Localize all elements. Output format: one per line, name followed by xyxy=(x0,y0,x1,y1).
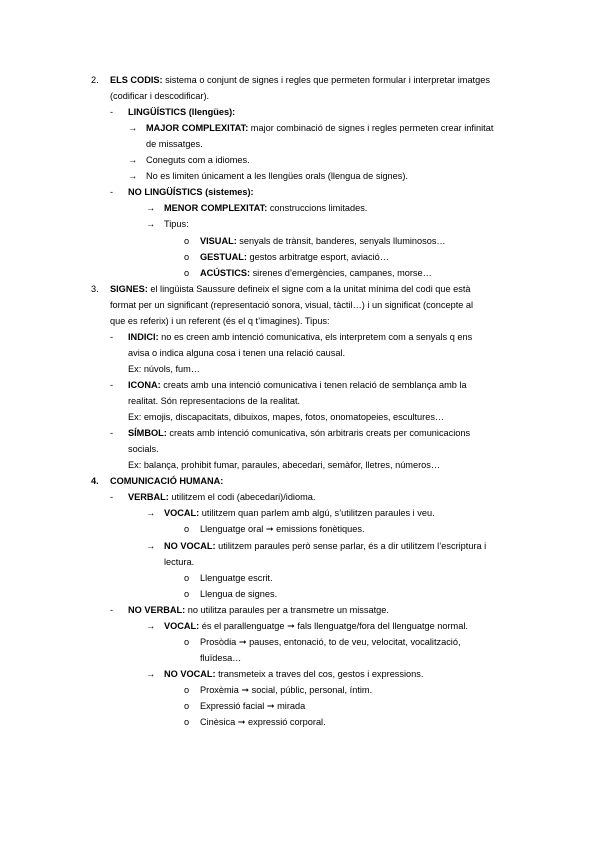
list-item-continuation: de missatges. xyxy=(146,139,203,149)
list-item-continuation: lectura. xyxy=(164,557,195,567)
circle-bullet: o xyxy=(184,236,190,246)
list-number: 3. xyxy=(91,284,99,294)
dash-bullet: - xyxy=(110,332,114,342)
arrow-bullet: → xyxy=(146,541,156,551)
list-item: VOCAL: és el parallenguatge ➞ fals llenguatge/fora del llenguatge normal. xyxy=(164,621,468,631)
circle-bullet: o xyxy=(184,701,190,711)
subsection-title: LINGÜÍSTICS (llengües): xyxy=(128,107,236,117)
dash-bullet: - xyxy=(110,380,114,390)
list-item-continuation: socials. xyxy=(128,444,159,454)
list-item: Llengua de signes. xyxy=(200,589,278,599)
arrow-bullet: → xyxy=(128,171,138,181)
list-item-example: Ex: núvols, fum… xyxy=(128,364,200,374)
list-number: 4. xyxy=(91,476,99,486)
list-item: No es limiten únicament a les llengües orals (llengua de signes). xyxy=(146,171,408,181)
list-item: Llenguatge escrit. xyxy=(200,573,273,583)
dash-bullet: - xyxy=(110,605,114,615)
list-item-continuation: avisa o indica alguna cosa i tenen una relació causal. xyxy=(128,348,346,358)
circle-bullet: o xyxy=(184,268,190,278)
list-item-continuation: realitat. Són representacions de la realitat. xyxy=(128,396,301,406)
section-desc: sistema o conjunt de signes i regles que permeten formular i interpretar imatges xyxy=(162,75,490,85)
circle-bullet: o xyxy=(184,637,190,647)
list-item: VERBAL: utilitzem el codi (abecedari)/idioma. xyxy=(128,492,316,502)
list-item: NO VOCAL: transmeteix a traves del cos, gestos i expressions. xyxy=(164,669,424,679)
section-title: COMUNICACIÓ HUMANA: xyxy=(110,476,224,486)
list-item: ACÚSTICS: sirenes d’emergències, campanes, morse… xyxy=(200,268,432,278)
section-signes-line-1: SIGNES: el lingüista Saussure defineix el signe com a la unitat mínima del codi que està xyxy=(110,284,471,294)
list-item: MENOR COMPLEXITAT: construccions limitades. xyxy=(164,203,368,213)
list-number: 2. xyxy=(91,75,99,85)
list-item: GESTUAL: gestos arbitratge esport, aviació… xyxy=(200,252,389,262)
list-item-example: Ex: emojis, discapacitats, dibuixos, mapes, fotos, onomatopeies, escultures… xyxy=(128,412,445,422)
arrow-bullet: → xyxy=(146,219,156,229)
list-item: SÍMBOL: creats amb intenció comunicativa, són arbitraris creats per comunicacions xyxy=(128,428,471,438)
section-signes-line-2: format per un significant (representació sonora, visual, tàctil…) i un significat (concepte al xyxy=(110,300,474,310)
arrow-bullet: → xyxy=(146,203,156,213)
list-item: INDICI: no es creen amb intenció comunicativa, els interpretem com a senyals q ens xyxy=(128,332,473,342)
list-item: VISUAL: senyals de trànsit, banderes, senyals lluminosos… xyxy=(200,236,446,246)
dash-bullet: - xyxy=(110,107,114,117)
subsection-title: NO LINGÜÍSTICS (sistemes): xyxy=(128,187,254,197)
dash-bullet: - xyxy=(110,187,114,197)
list-item: VOCAL: utilitzem quan parlem amb algú, s’utilitzen paraules i veu. xyxy=(164,508,435,518)
dash-bullet: - xyxy=(110,492,114,502)
arrow-bullet: → xyxy=(146,508,156,518)
list-item: Expressió facial ➞ mirada xyxy=(200,701,306,711)
section-els-codis-line-2: (codificar i descodificar). xyxy=(110,91,210,101)
list-item: NO VERBAL: no utilitza paraules per a transmetre un missatge. xyxy=(128,605,389,615)
circle-bullet: o xyxy=(184,252,190,262)
circle-bullet: o xyxy=(184,717,190,727)
arrow-bullet: → xyxy=(146,669,156,679)
list-item-continuation: fluïdesa… xyxy=(200,653,242,663)
list-item: Llenguatge oral ➞ emissions fonètiques. xyxy=(200,524,365,534)
list-item: NO VOCAL: utilitzem paraules però sense parlar, és a dir utilitzem l’escriptura i xyxy=(164,541,487,551)
list-item: MAJOR COMPLEXITAT: major combinació de signes i regles permeten crear infinitat xyxy=(146,123,494,133)
circle-bullet: o xyxy=(184,524,190,534)
list-item: Prosòdia ➞ pauses, entonació, to de veu, velocitat, vocalització, xyxy=(200,637,461,647)
circle-bullet: o xyxy=(184,685,190,695)
list-item: ICONA: creats amb una intenció comunicativa i tenen relació de semblança amb la xyxy=(128,380,467,390)
list-item: Coneguts com a idiomes. xyxy=(146,155,250,165)
circle-bullet: o xyxy=(184,589,190,599)
list-item: Tipus: xyxy=(164,219,189,229)
list-item-example: Ex: balança, prohibit fumar, paraules, abecedari, semàfor, lletres, números… xyxy=(128,460,441,470)
section-signes-line-3: que es referix) i un referent (és el q t’imagines). Tipus: xyxy=(110,316,330,326)
dash-bullet: - xyxy=(110,428,114,438)
section-title: ELS CODIS: xyxy=(110,75,163,85)
list-item: Cinèsica ➞ expressió corporal. xyxy=(200,717,326,727)
arrow-bullet: → xyxy=(128,123,138,133)
arrow-bullet: → xyxy=(128,155,138,165)
arrow-bullet: → xyxy=(146,621,156,631)
circle-bullet: o xyxy=(184,573,190,583)
section-els-codis-line-1 xyxy=(110,74,490,86)
list-item: Proxèmia ➞ social, públic, personal, íntim. xyxy=(200,685,373,695)
